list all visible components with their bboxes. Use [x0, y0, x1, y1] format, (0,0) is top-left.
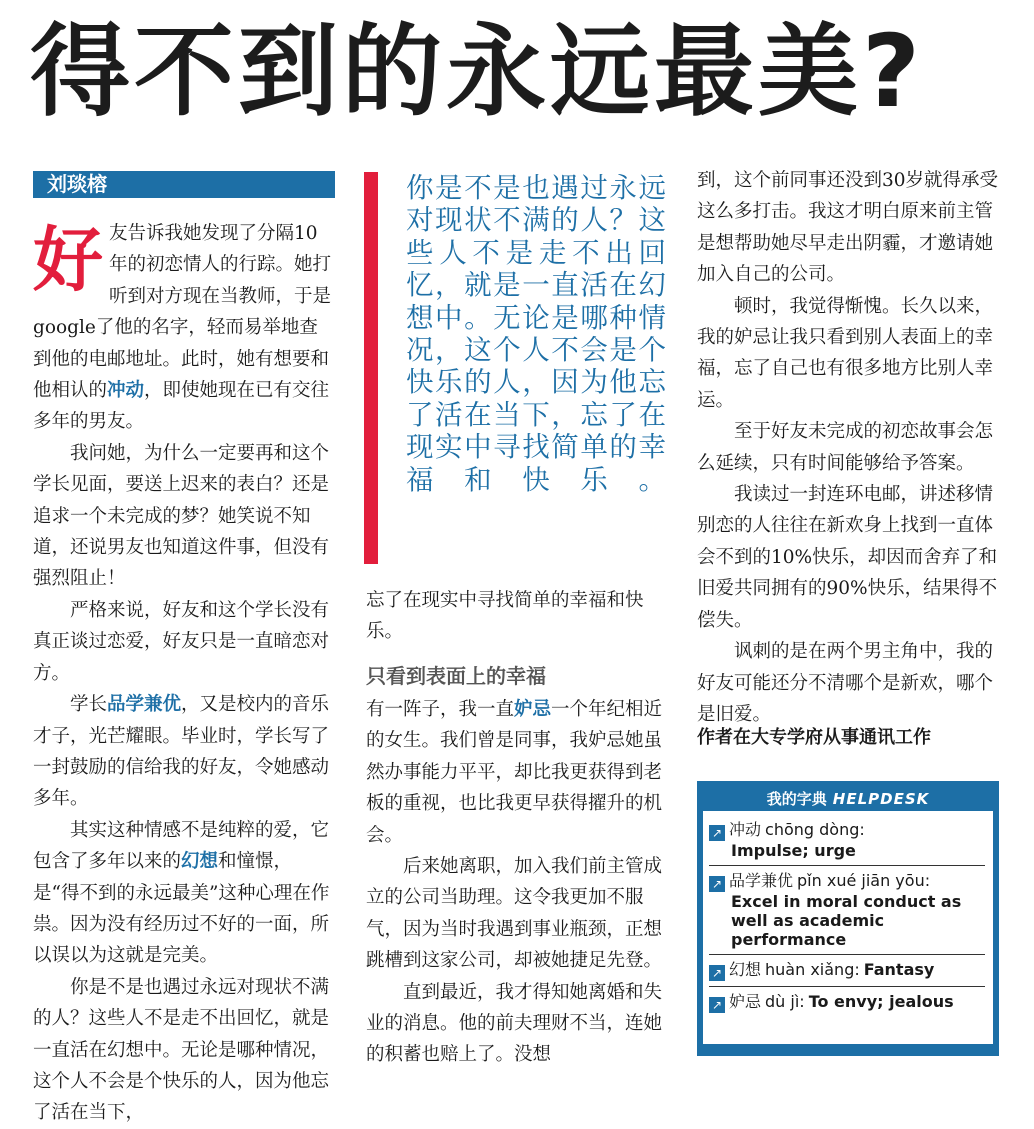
drop-cap: 好 [33, 219, 103, 301]
paragraph: 我问她，为什么一定要再和这个学长见面，要送上迟来的表白？还是追求一个未完成的梦？她笑说不知道，还说男友也知道这件事，但没有强烈阻止！ [33, 442, 330, 590]
headline: 得不到的永远最美? [30, 13, 925, 130]
subheading: 只看到表面上的幸福 [366, 664, 546, 688]
paragraph: 我读过一封连环电邮，讲述移情别恋的人往往在新欢身上找到一直体会不到的10%快乐，却因而舍弃了和旧爱共同拥有的90%快乐，结果得不偿失。 [697, 484, 998, 631]
glossary-entry: ↗ 冲动 chōng dòng: Impulse; urge [709, 815, 985, 866]
paragraph: 忘了在现实中寻找简单的幸福和快乐。 [366, 590, 644, 643]
paragraph: 后来她离职，加入我们前主管成立的公司当助理。这令我更加不服气，因为当时我遇到事业瓶颈，正想跳槽到这家公司，却被她捷足先登。 [366, 856, 663, 972]
paragraph: 至于好友未完成的初恋故事会怎么延续，只有时间能够给予答案。 [697, 421, 994, 474]
paragraph: 到，这个前同事还没到30岁就得承受这么多打击。我这才明白原来前主管是想帮助她尽早走出阴霾，才邀请她加入自己的公司。 [697, 170, 999, 286]
arrow-icon: ↗ [709, 997, 725, 1013]
paragraph: 讽刺的是在两个男主角中，我的好友可能还分不清哪个是新欢，哪个是旧爱。 [697, 641, 994, 725]
author-byline: 刘琰榕 [33, 171, 335, 198]
author-note: 作者在大专学府从事通讯工作 [697, 727, 931, 748]
paragraph: 你是不是也遇过永远对现状不满的人？这些人不是走不出回忆，就是一直活在幻想中。无论是哪种情况，这个人不会是个快乐的人，因为他忘了活在当下， [33, 976, 330, 1124]
highlighted-term: 幻想 [181, 851, 219, 873]
paragraph: 直到最近，我才得知她离婚和失业的消息。他的前夫理财不当，连她的积蓄也赔上了。没想 [366, 981, 663, 1066]
helpdesk-glossary [697, 781, 999, 1056]
article-column-2 [366, 585, 668, 648]
article-column-2-body [366, 694, 668, 1071]
paragraph: 学长品学兼优，又是校内的音乐才子，光芒耀眼。毕业时，学长写了一封鼓励的信给我的好友，令她感动多年。 [33, 694, 330, 810]
paragraph: 严格来说，好友和这个学长没有真正谈过恋爱，好友只是一直暗恋对方。 [33, 599, 330, 684]
paragraph: 有一阵子，我一直妒忌一个年纪相近的女生。我们曾是同事，我妒忌她虽然办事能力平平，却比我更获得到老板的重视，也比我更早获得擢升的机会。 [366, 699, 663, 846]
arrow-icon: ↗ [709, 825, 725, 841]
highlighted-term: 品学兼优 [107, 694, 182, 716]
arrow-icon: ↗ [709, 876, 725, 892]
glossary-entry: ↗ 妒忌 dù jì: To envy; jealous [709, 987, 985, 1018]
article-column-1 [33, 218, 336, 1129]
pull-quote-bar [364, 172, 378, 564]
glossary-entry: ↗ 品学兼优 pǐn xué jiān yōu: Excel in moral conduct as well as academic performance [709, 866, 985, 955]
highlighted-term: 冲动 [107, 380, 145, 402]
helpdesk-title: 我的字典 HELPDESK [766, 790, 930, 808]
highlighted-term: 妒忌 [514, 699, 552, 720]
helpdesk-body [703, 811, 993, 1044]
paragraph: 顿时，我觉得惭愧。长久以来，我的妒忌让我只看到别人表面上的幸福，忘了自己也有很多地方比别人幸运。 [697, 295, 994, 411]
article-column-3 [697, 165, 1000, 730]
pull-quote-text: 你是不是也遇过永远对现状不满的人？这些人不是走不出回忆，就是一直活在幻想中。无论是哪种情况，这个人不会是个快乐的人，因为他忘了活在当下，忘了在现实中寻找简单的幸福和快乐。 [406, 172, 666, 496]
arrow-icon: ↗ [709, 965, 725, 981]
pull-quote [364, 172, 669, 564]
glossary-entry: ↗ 幻想 huàn xiǎng: Fantasy [709, 955, 985, 987]
paragraph: 其实这种情感不是纯粹的爱，它包含了多年以来的幻想和憧憬，是“得不到的永远最美”这种心理在作祟。因为没有经历过不好的一面，所以误以为这就是完美。 [33, 819, 330, 967]
paragraph: 好友告诉我她发现了分隔10年的初恋情人的行踪。她打听到对方现在当教师，于是google了他的名字，轻而易举地查到他的电邮地址。此时，她有想要和他相认的冲动，即使她现在已有交往多年的男友。 [33, 219, 332, 433]
